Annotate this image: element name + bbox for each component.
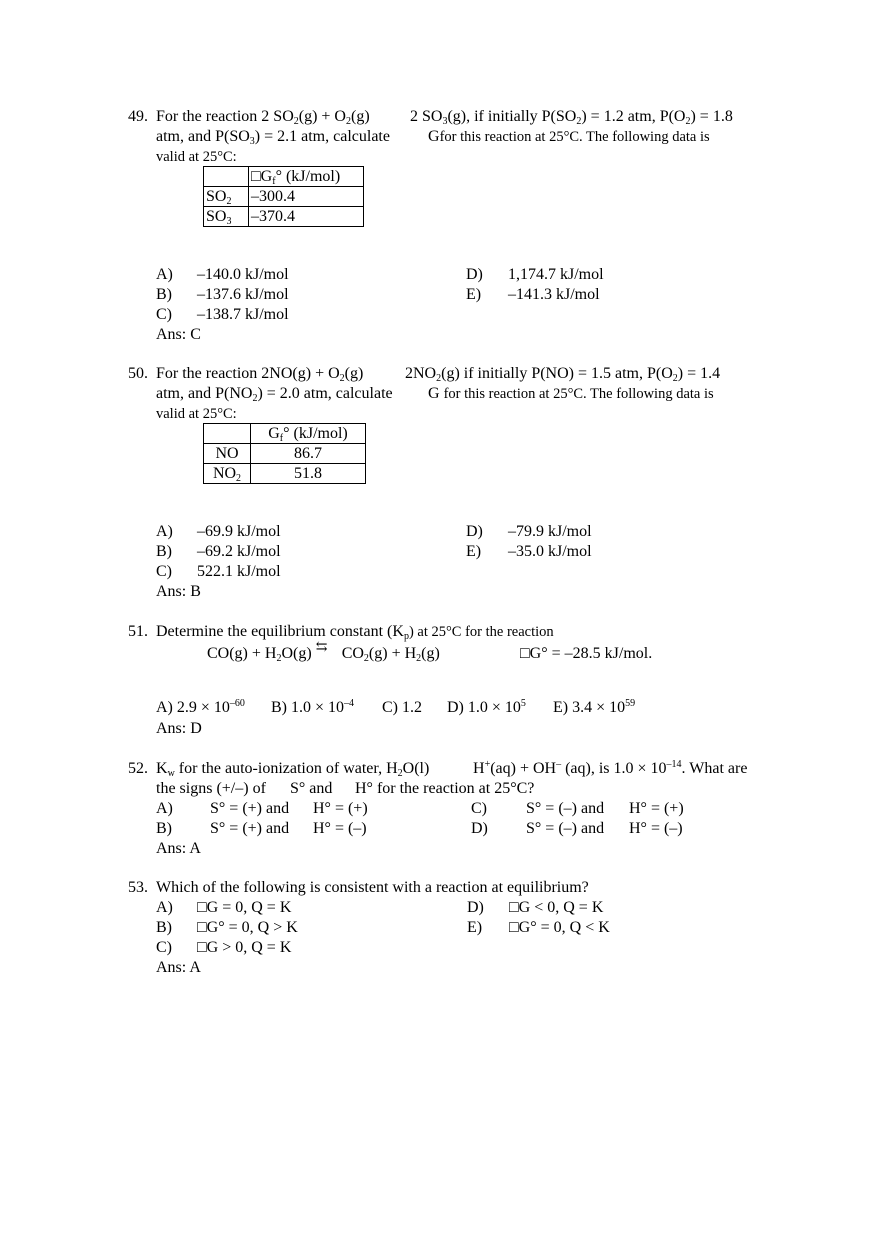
question-text-line: S° and	[290, 780, 333, 797]
option-text: S° = (–) and	[526, 800, 605, 817]
option-text: H° = (+)	[629, 800, 684, 817]
question-text-line: For the reaction $2NO(g) + O_2(g)$	[156, 365, 364, 384]
reaction-equation: $CO(g) + H_2O(g)$ ⇆ $CO_2(g) + H_2(g)$	[207, 640, 440, 664]
question-text-line: Which of the following is consistent with a reaction at equilibrium?	[156, 879, 589, 896]
data-table	[203, 166, 364, 227]
table-cell-value: –370.4	[249, 207, 364, 227]
option-letter: B)	[156, 919, 172, 936]
option-inline: E) $3.4 \times 10^{59}$	[553, 698, 636, 716]
option-text: –69.2 kJ/mol	[197, 543, 281, 560]
question-text-line: atm, and $P(NO_2) = 2.0$ atm, calculate	[156, 385, 393, 404]
question-text-line: valid at 25°C:	[156, 149, 237, 165]
option-letter: C)	[156, 306, 172, 323]
table-row	[204, 464, 366, 484]
question-text-line: Determine the equilibrium constant $(K_p)$ at 25°C for the reaction	[156, 623, 554, 642]
question-text-line: H+(aq) + OH– (aq), is $1.0 \times 10^{-14}$. What are	[473, 759, 748, 777]
question-text-line: Gfor this reaction at 25°C. The following data is	[428, 128, 710, 145]
question-number: 50.	[128, 365, 148, 382]
table-cell-label: NO	[204, 444, 251, 464]
question-number: 49.	[128, 108, 148, 125]
option-text: □G < 0, Q = K	[509, 899, 604, 916]
data-table	[203, 423, 366, 484]
question-text-line: valid at 25°C:	[156, 406, 237, 422]
option-text: S° = (+) and	[210, 800, 290, 817]
table-cell-label: $SO_2$	[204, 187, 249, 207]
answer: Ans: D	[156, 720, 202, 737]
option-inline: A) $2.9 \times 10^{-60}$	[156, 698, 245, 716]
question-text-line: H° for the reaction at 25°C?	[355, 780, 535, 797]
option-inline: B) $1.0 \times 10^{-4}$	[271, 698, 355, 716]
option-text: S° = (+) and	[210, 820, 290, 837]
option-letter: E)	[466, 286, 482, 303]
answer: Ans: A	[156, 959, 201, 976]
table-cell-label: $SO_3$	[204, 207, 249, 227]
option-text: 1,174.7 kJ/mol	[508, 266, 604, 283]
question-number: 52.	[128, 760, 148, 777]
option-letter: E)	[467, 919, 483, 936]
option-letter: D)	[471, 820, 488, 837]
table-row	[204, 187, 364, 207]
option-letter: C)	[156, 563, 172, 580]
option-letter: D)	[467, 899, 484, 916]
option-text: H° = (–)	[313, 820, 367, 837]
option-text: S° = (–) and	[526, 820, 605, 837]
option-letter: A)	[156, 800, 173, 817]
question-number: 53.	[128, 879, 148, 896]
question-text-line: $2NO_2(g)$ if initially P(NO) = 1.5 atm, $P(O_2) = 1.4$	[405, 365, 721, 384]
option-text: □G = 0, Q = K	[197, 899, 292, 916]
table-header: $G_f^\circ$ (kJ/mol)	[251, 424, 366, 444]
option-letter: B)	[156, 543, 172, 560]
question-number: 51.	[128, 623, 148, 640]
option-text: □G° = 0, Q > K	[197, 919, 298, 936]
equilibrium-arrow-icon: ⇆	[315, 640, 328, 655]
option-text: □G > 0, Q = K	[197, 939, 292, 956]
delta-g-value: □G° = –28.5 kJ/mol.	[520, 645, 653, 662]
option-text: H° = (–)	[629, 820, 683, 837]
option-letter: B)	[156, 820, 172, 837]
option-text: –35.0 kJ/mol	[508, 543, 592, 560]
question-text-line: atm, and $P(SO_3) = 2.1$ atm, calculate	[156, 128, 390, 147]
option-letter: E)	[466, 543, 482, 560]
option-letter: B)	[156, 286, 172, 303]
option-letter: C)	[156, 939, 172, 956]
option-text: –79.9 kJ/mol	[508, 523, 592, 540]
table-row	[204, 167, 364, 187]
option-text: –138.7 kJ/mol	[197, 306, 289, 323]
option-text: –137.6 kJ/mol	[197, 286, 289, 303]
option-inline: C) 1.2	[382, 699, 422, 716]
question-text-line: G for this reaction at 25°C. The following data is	[428, 385, 714, 402]
option-text: 522.1 kJ/mol	[197, 563, 281, 580]
table-cell-value: 86.7	[251, 444, 366, 464]
option-letter: A)	[156, 266, 173, 283]
question-text-line: For the reaction 2 $SO_2(g) + O_2(g)$	[156, 108, 370, 127]
table-row	[204, 207, 364, 227]
option-letter: D)	[466, 266, 483, 283]
option-text: □G° = 0, Q < K	[509, 919, 610, 936]
question-text-line: $K_w$ for the auto-ionization of water, $H_2O(l)$	[156, 760, 430, 779]
answer: Ans: C	[156, 326, 201, 343]
option-text: –141.3 kJ/mol	[508, 286, 600, 303]
table-row	[204, 444, 366, 464]
table-row	[204, 424, 366, 444]
answer: Ans: B	[156, 583, 201, 600]
option-letter: D)	[466, 523, 483, 540]
option-letter: A)	[156, 899, 173, 916]
table-cell-value: –300.4	[249, 187, 364, 207]
table-cell-label: $NO_2$	[204, 464, 251, 484]
option-text: H° = (+)	[313, 800, 368, 817]
table-cell-value: 51.8	[251, 464, 366, 484]
answer: Ans: A	[156, 840, 201, 857]
option-text: –69.9 kJ/mol	[197, 523, 281, 540]
question-text-line: the signs (+/–) of	[156, 780, 266, 797]
question-text-line: 2 $SO_3(g)$, if initially $P(SO_2) = 1.2$ atm, $P(O_2) = 1.8$	[410, 108, 733, 127]
option-inline: D) $1.0 \times 10^5$	[447, 698, 526, 716]
option-letter: A)	[156, 523, 173, 540]
option-text: –140.0 kJ/mol	[197, 266, 289, 283]
table-header: $□G_f^\circ$ (kJ/mol)	[249, 167, 364, 187]
option-letter: C)	[471, 800, 487, 817]
